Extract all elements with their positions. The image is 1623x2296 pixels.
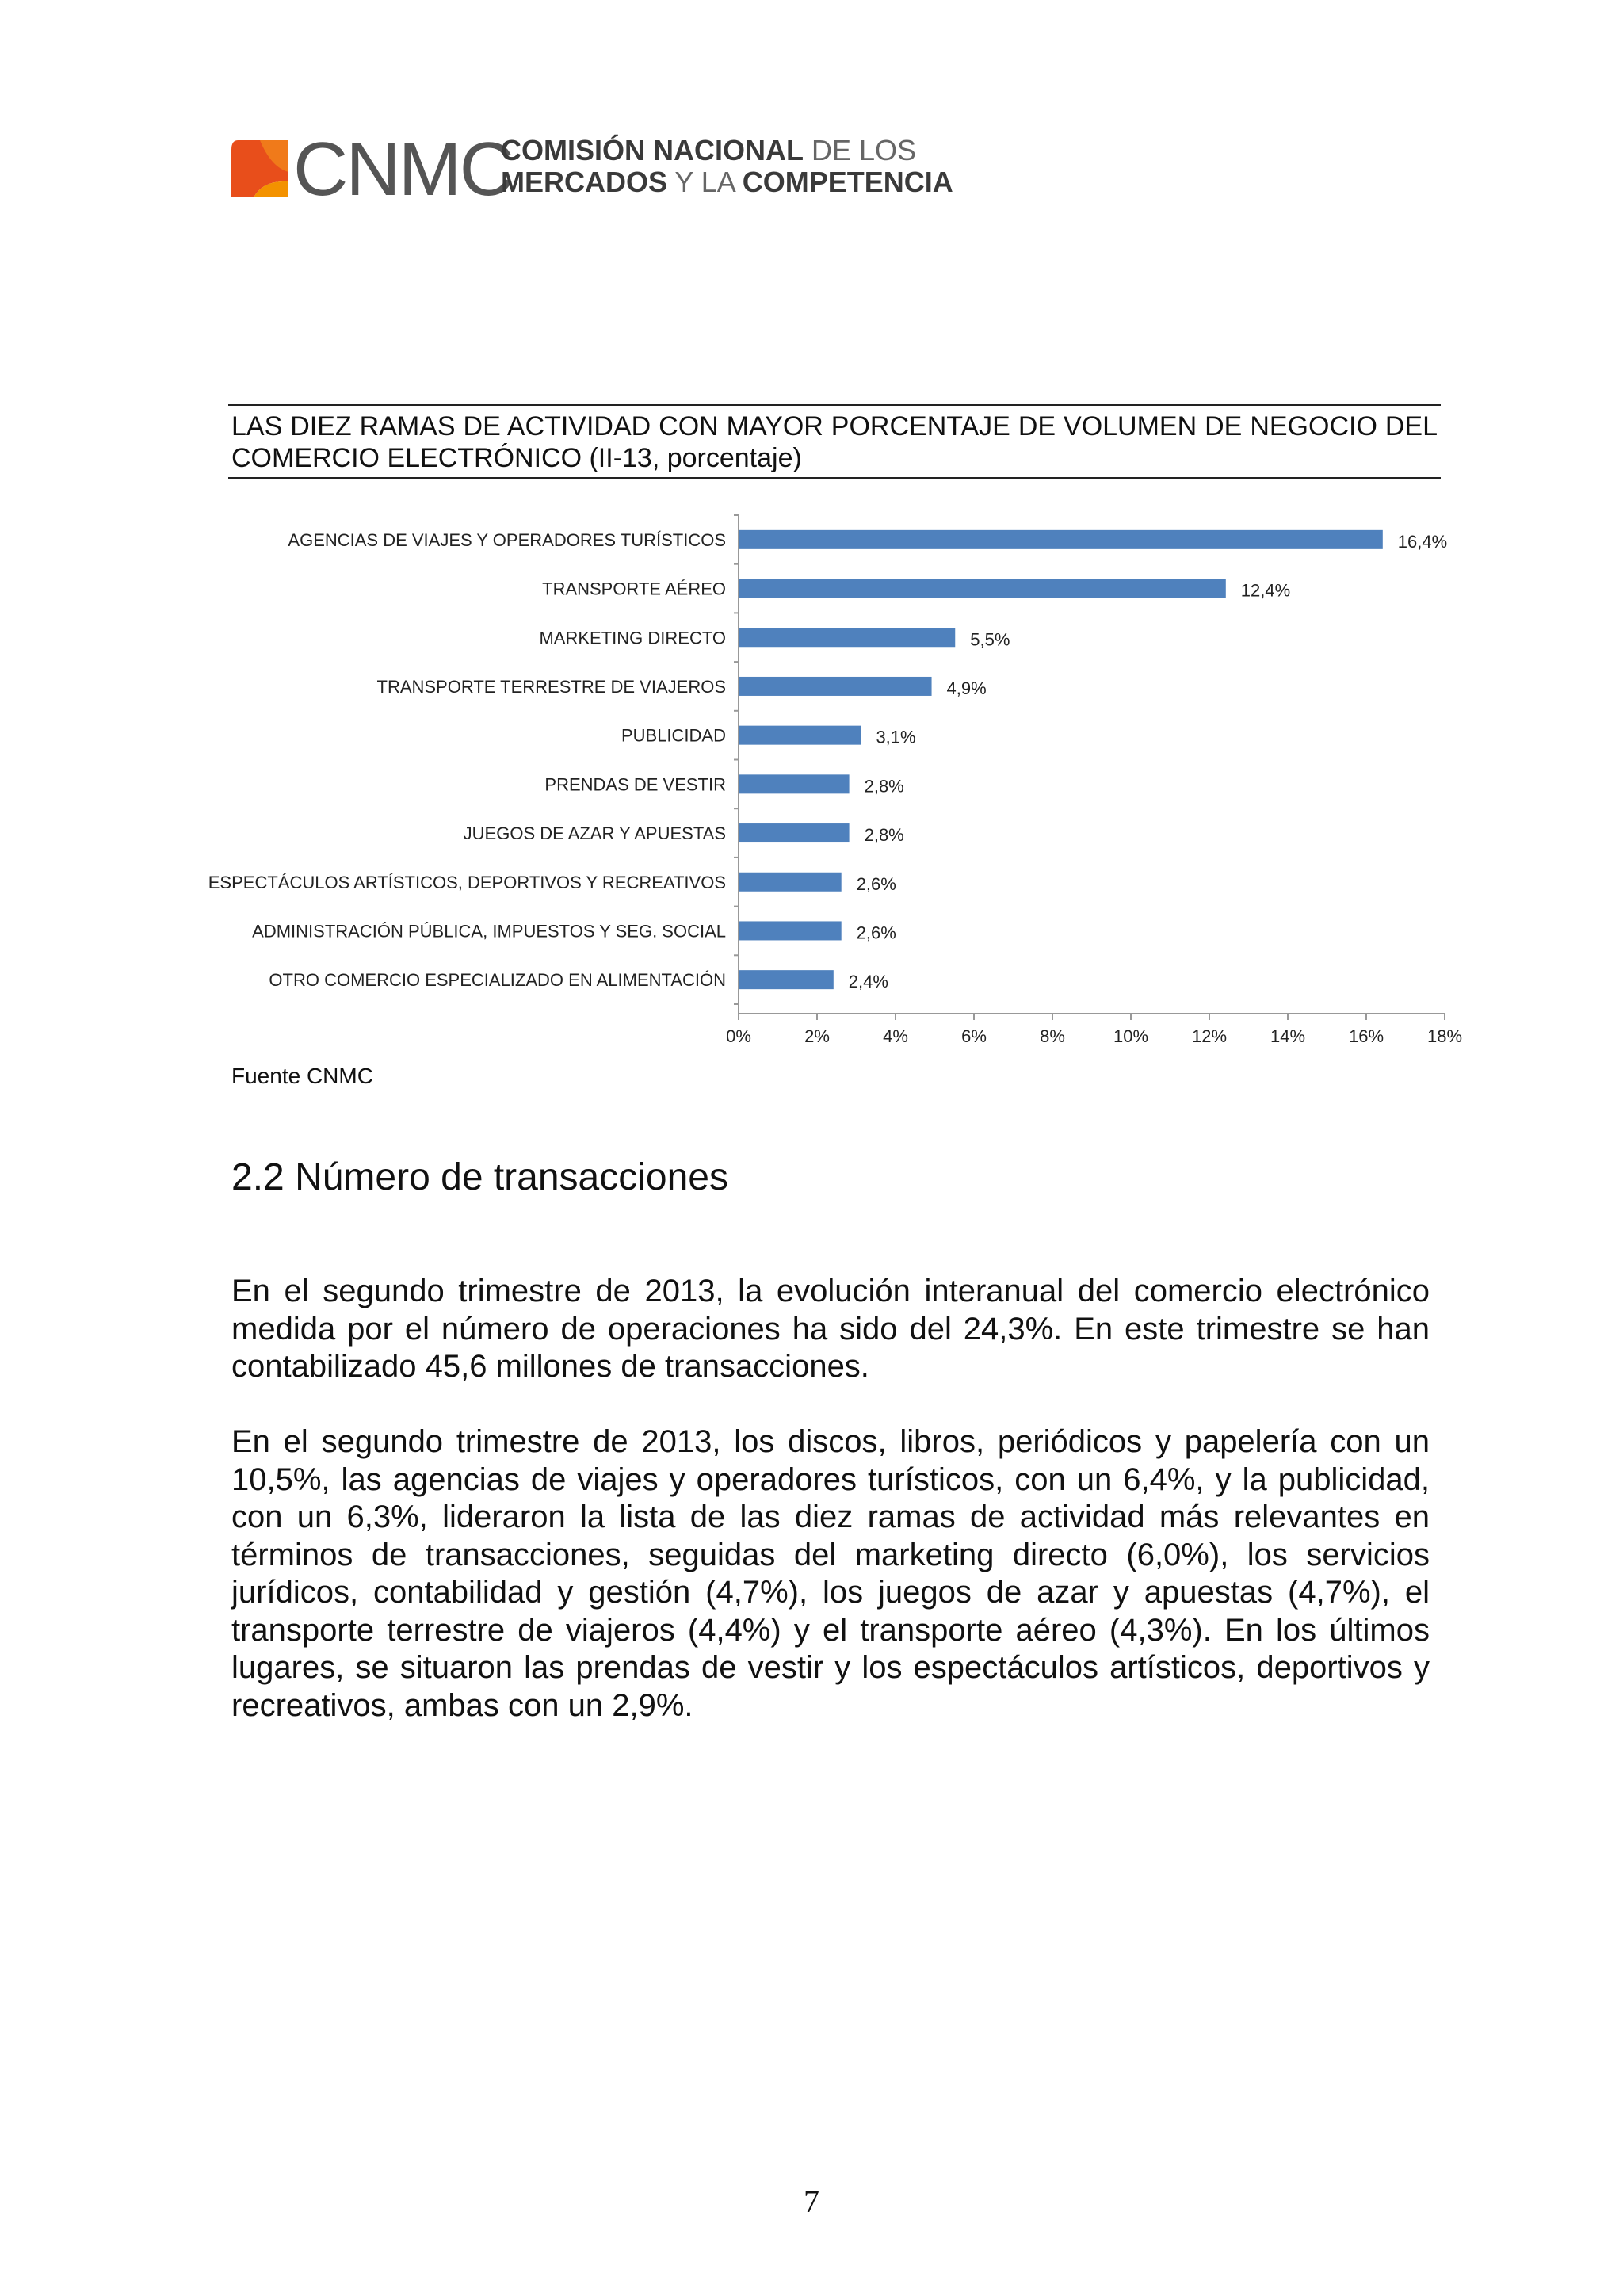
category-label: JUEGOS DE AZAR Y APUESTAS [463,823,726,844]
category-label: ESPECTÁCULOS ARTÍSTICOS, DEPORTIVOS Y RECREATIVOS [208,872,726,892]
x-tick-label: 6% [961,1026,987,1046]
category-label: MARKETING DIRECTO [539,628,726,648]
cnmc-logo-mark-icon [231,140,288,197]
data-label: 3,1% [876,727,916,747]
x-tick-label: 18% [1426,1026,1463,1046]
category-label: ADMINISTRACIÓN PÚBLICA, IMPUESTOS Y SEG. SOCIAL [252,921,726,942]
data-label: 2,6% [856,873,896,894]
bar-chart [208,507,1463,1046]
x-tick-label: 2% [804,1026,830,1046]
category-label: OTRO COMERCIO ESPECIALIZADO EN ALIMENTACIÓN [269,970,726,991]
bar [739,774,850,793]
page-number: 7 [804,2183,819,2219]
data-label: 12,4% [1240,580,1291,601]
logo-wordmark: CNMC [293,127,512,212]
cnmc-logo [231,127,953,212]
x-tick-label: 10% [1113,1026,1149,1046]
category-label: PRENDAS DE VESTIR [544,774,726,795]
category-label: AGENCIAS DE VIAJES Y OPERADORES TURÍSTICOS [288,529,726,550]
data-label: 5,5% [970,629,1010,650]
data-label: 16,4% [1397,531,1448,552]
data-label: 2,6% [856,923,896,943]
x-tick-label: 16% [1348,1026,1384,1046]
bar [739,921,842,940]
logo-tagline-line1: COMISIÓN NACIONAL DE LOS [501,134,917,166]
section-heading: 2.2 Número de transacciones [231,1156,728,1198]
category-label: TRANSPORTE TERRESTRE DE VIAJEROS [376,676,726,697]
bar [739,726,861,745]
bar [739,873,842,892]
paragraph-2: En el segundo trimestre de 2013, los discos, libros, periódicos y papelería con un 10,5%, las agencias de viajes y operadores turísticos, con un 6,4%, y la publicidad, con un 6,3%, lideraron la lista de las diez ramas de actividad más relevantes en términos de transacciones, seguidas del marketing directo (6,0%), los servicios jurídicos, contabilidad y gestión (4,7%), los juegos de azar y apuestas (4,7%), el transporte terrestre de viajeros (4,4%) y el transporte aéreo (4,3%). En los últimos lugares, se situaron las prendas de vestir y los espectáculos artísticos, deportivos y recreativos, ambas con un 2,9%. [231,1424,1430,1723]
bar [739,677,932,696]
x-tick-label: 0% [726,1026,751,1046]
bar [739,628,955,647]
category-label: PUBLICIDAD [621,725,726,746]
x-tick-label: 14% [1270,1026,1306,1046]
bar [739,970,834,989]
x-tick-label: 4% [883,1026,908,1046]
paragraph-1: En el segundo trimestre de 2013, la evolución interanual del comercio electrónico medida por el número de operaciones ha sido del 24,3%. En este trimestre se han contabilizado 45,6 millones de transacciones. [231,1274,1430,1384]
category-label: TRANSPORTE AÉREO [542,579,726,599]
figure-source: Fuente CNMC [231,1064,373,1088]
data-label: 2,8% [864,776,904,797]
data-label: 2,4% [848,972,888,992]
bar [739,823,850,842]
bar-chart-svg [208,507,1463,1046]
logo-tagline-line2: MERCADOS Y LA COMPETENCIA [501,166,953,198]
x-tick-label: 8% [1040,1026,1065,1046]
x-tick-label: 12% [1191,1026,1228,1046]
data-label: 2,8% [864,825,904,846]
data-label: 4,9% [946,678,987,698]
bar [739,530,1383,549]
bar [739,579,1226,598]
figure-title: LAS DIEZ RAMAS DE ACTIVIDAD CON MAYOR PORCENTAJE DE VOLUMEN DE NEGOCIO DEL COMERCIO ELECTRÓNICO (II-13, porcentaje) [228,404,1441,479]
